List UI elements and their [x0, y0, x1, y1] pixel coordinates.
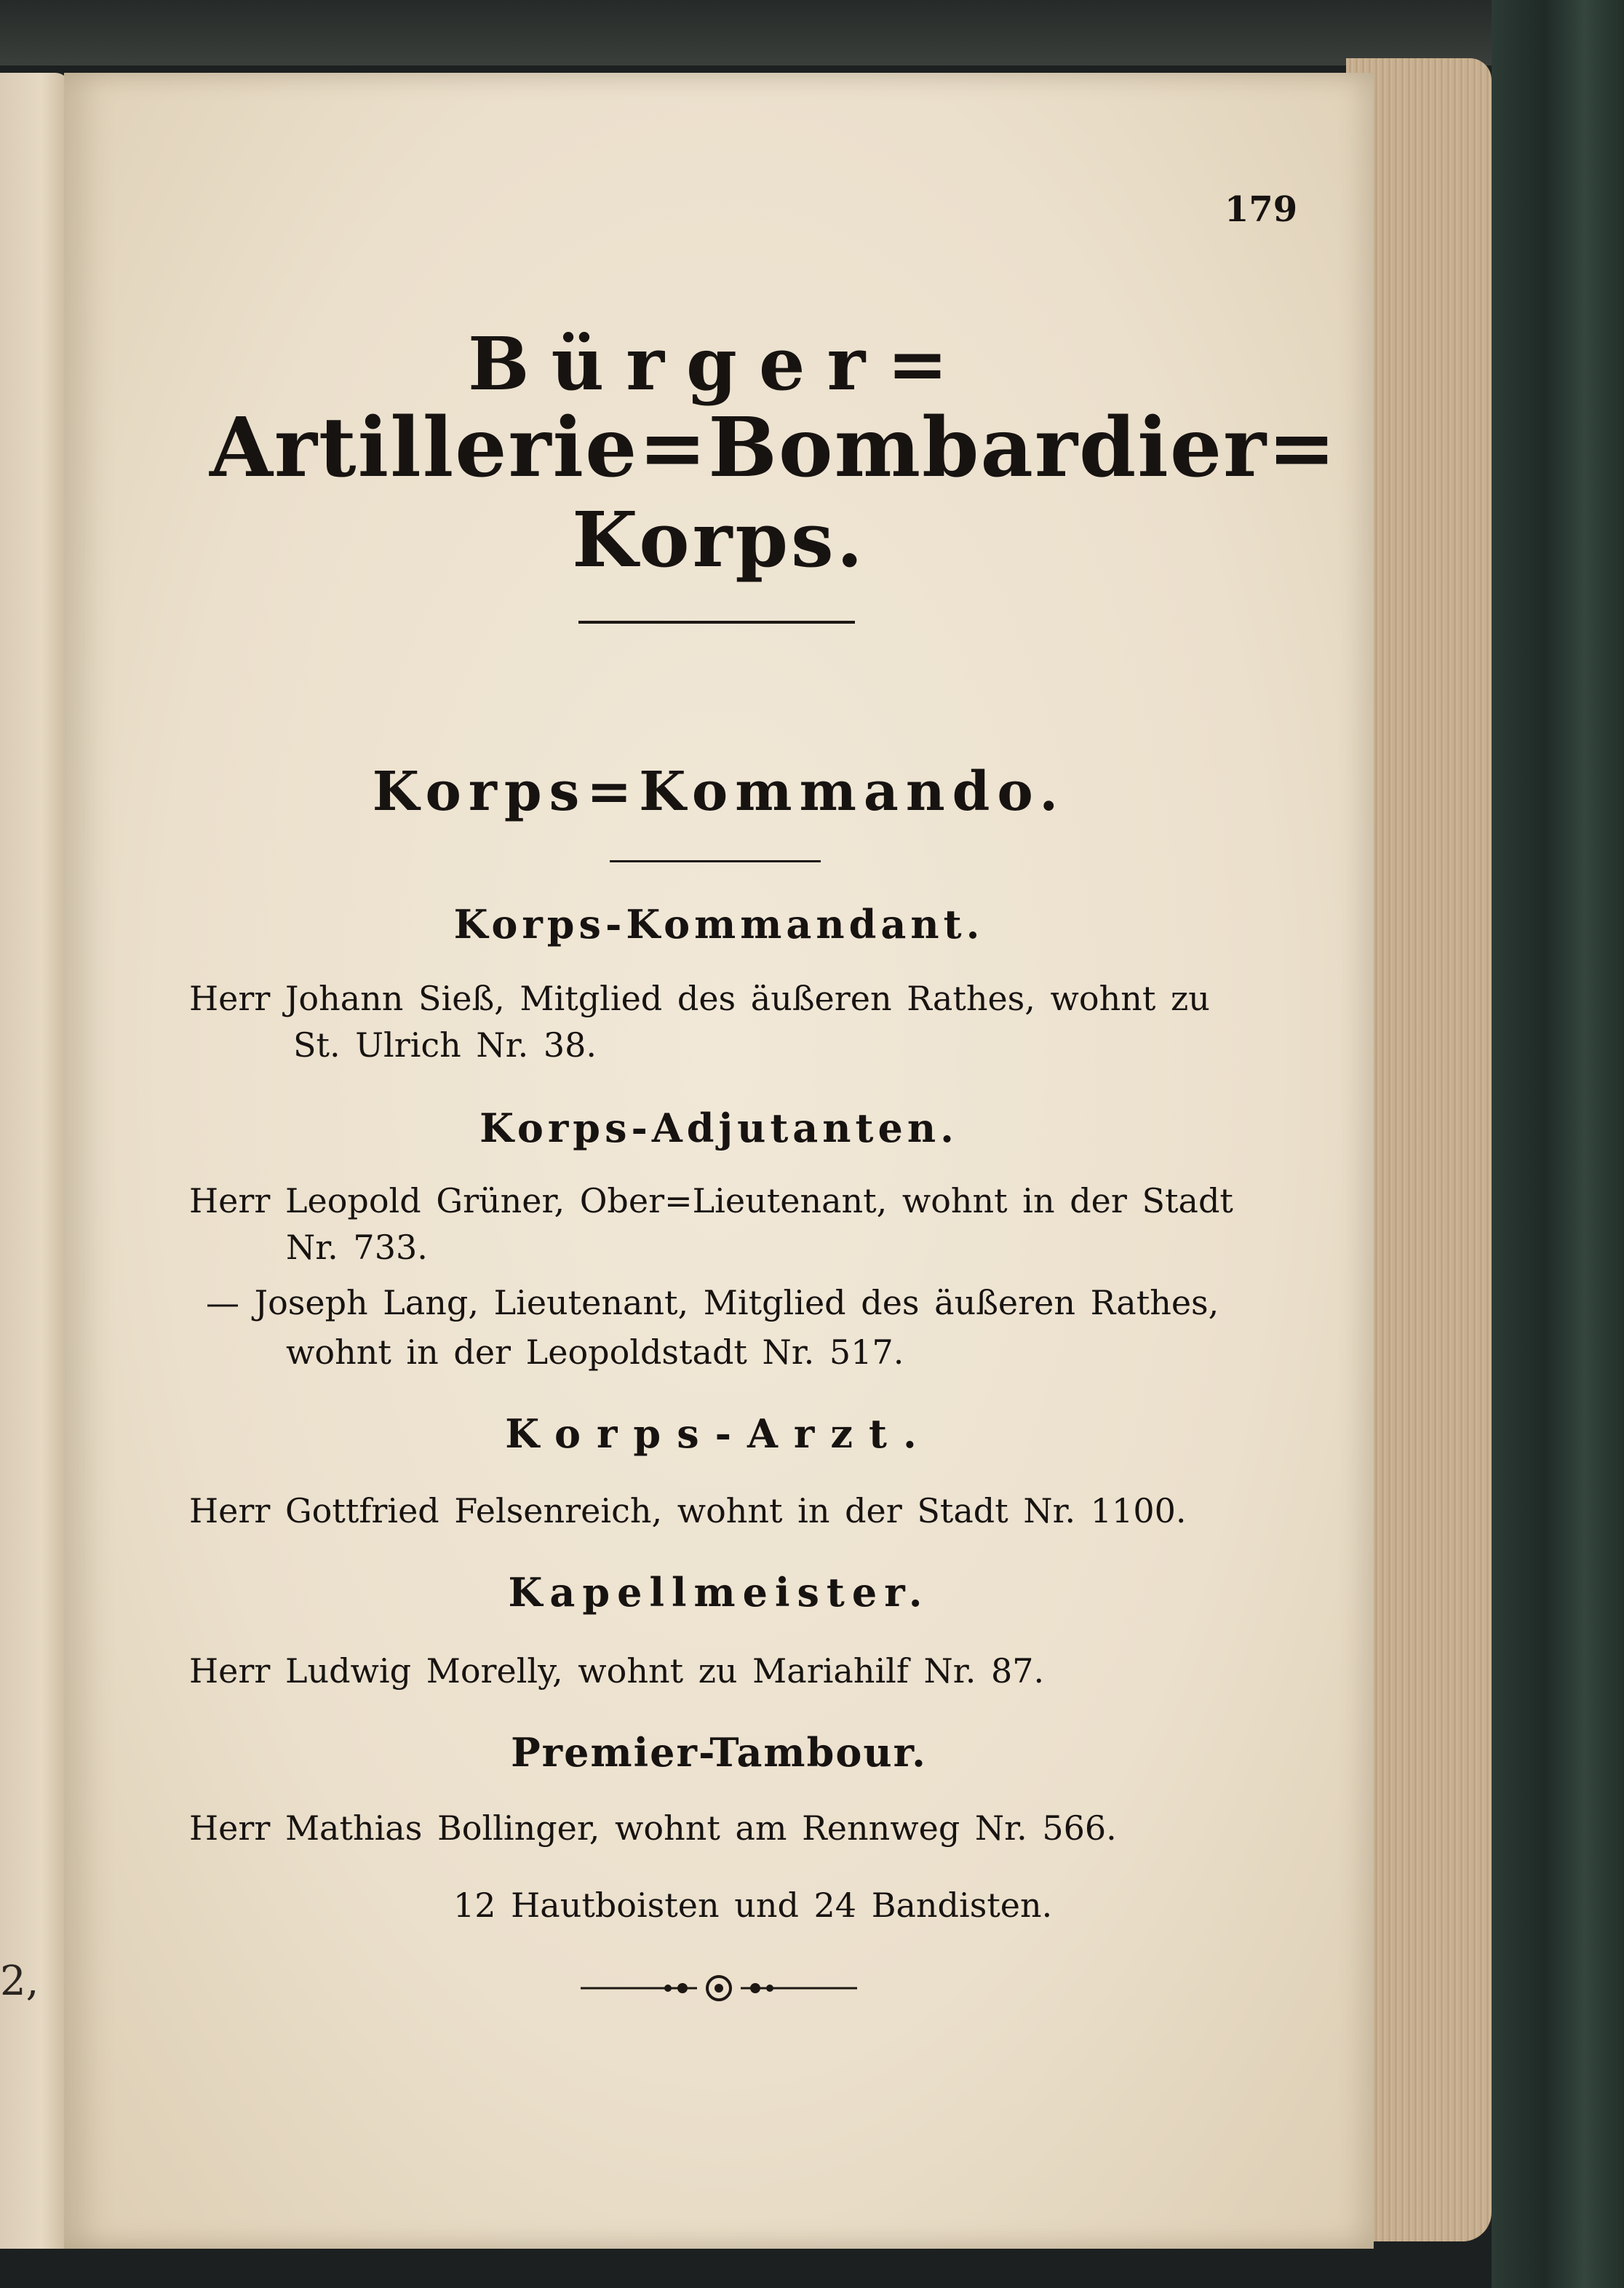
- book-spine: [1492, 0, 1624, 2288]
- page-number: 179: [1225, 189, 1298, 230]
- section-divider: [610, 860, 821, 862]
- section-title: Korps=Kommando.: [372, 760, 1066, 823]
- entry-line: Herr Gottfried Felsenreich, wohnt in der Stadt Nr. 1100.: [189, 1491, 1187, 1530]
- left-page-edge: [0, 73, 70, 2249]
- ornament-divider: [581, 1974, 857, 2003]
- entry-line: Nr. 733.: [286, 1228, 428, 1267]
- entry-line: Herr Johann Sieß, Mitglied des äußeren Rathes, wohnt zu: [189, 979, 1210, 1018]
- entry-line: — Joseph Lang, Lieutenant, Mitglied des äußeren Rathes,: [206, 1283, 1219, 1322]
- title-divider: [578, 621, 855, 624]
- heading-korps-kommandant: Korps-Kommandant.: [453, 901, 984, 948]
- entry-line: Herr Ludwig Morelly, wohnt zu Mariahilf Nr. 87.: [189, 1651, 1045, 1691]
- title-line-3: Korps.: [572, 495, 866, 584]
- heading-kapellmeister: Kapellmeister.: [508, 1569, 930, 1616]
- book-page: [64, 73, 1374, 2249]
- entry-line: wohnt in der Leopoldstadt Nr. 517.: [286, 1332, 904, 1372]
- entry-line: Herr Mathias Bollinger, wohnt am Rennweg Nr. 566.: [189, 1808, 1117, 1848]
- entry-line: Herr Leopold Grüner, Ober=Lieutenant, wohnt in der Stadt: [189, 1181, 1233, 1220]
- title-line-2: Artillerie=Bombardier=: [210, 400, 1337, 496]
- heading-premier-tambour: Premier-Tambour.: [511, 1729, 927, 1776]
- heading-korps-adjutanten: Korps-Adjutanten.: [479, 1105, 958, 1151]
- footer-line: 12 Hautboisten und 24 Bandisten.: [453, 1886, 1053, 1925]
- left-page-mark: 2,: [0, 1958, 39, 2005]
- entry-line: St. Ulrich Nr. 38.: [293, 1025, 597, 1065]
- book-cover-top: [0, 0, 1624, 65]
- heading-korps-arzt: Korps-Arzt.: [505, 1410, 933, 1457]
- title-line-1: Bürger=: [468, 321, 970, 407]
